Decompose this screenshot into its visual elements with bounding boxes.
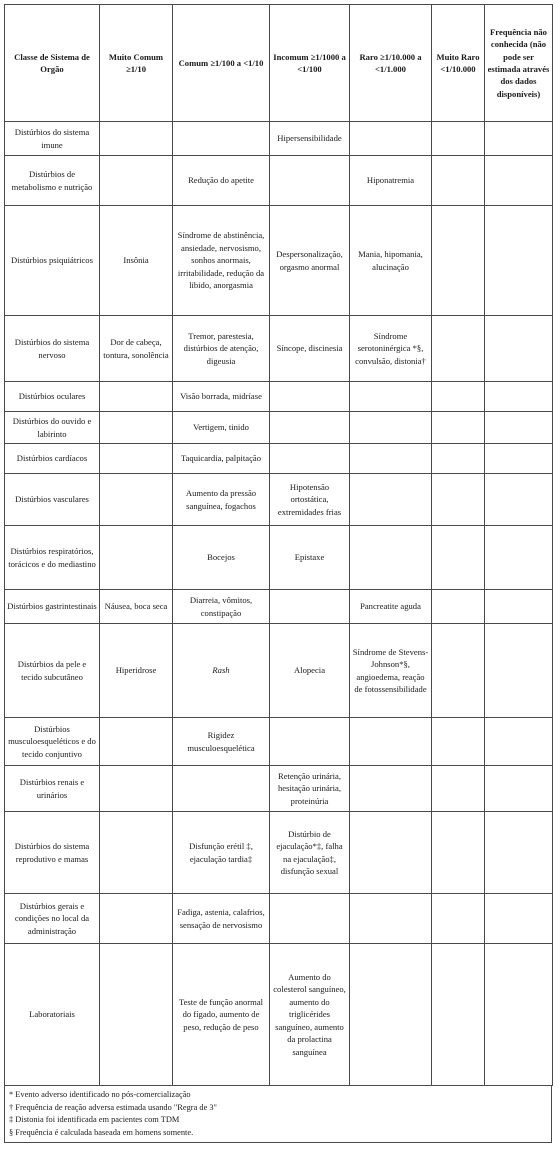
system-organ-class-cell: Distúrbios de metabolismo e nutrição bbox=[5, 156, 100, 206]
table-cell bbox=[485, 718, 553, 766]
header-rare: Raro ≥1/10.000 a <1/1.000 bbox=[350, 5, 432, 122]
table-cell bbox=[100, 382, 173, 412]
table-cell bbox=[432, 718, 485, 766]
system-organ-class-cell: Distúrbios gerais e condições no local da administração bbox=[5, 894, 100, 944]
table-cell bbox=[485, 624, 553, 718]
table-row bbox=[5, 156, 553, 206]
table-cell bbox=[100, 944, 173, 1086]
table-cell: Taquicardia, palpitação bbox=[173, 444, 270, 474]
table-cell bbox=[350, 382, 432, 412]
table-row bbox=[5, 894, 553, 944]
table-cell: Hiperidrose bbox=[100, 624, 173, 718]
table-cell: Visão borrada, midríase bbox=[173, 382, 270, 412]
table-cell: Redução do apetite bbox=[173, 156, 270, 206]
table-body bbox=[5, 122, 553, 1086]
table-row bbox=[5, 382, 553, 412]
table-cell bbox=[100, 412, 173, 444]
system-organ-class-cell: Laboratoriais bbox=[5, 944, 100, 1086]
table-cell bbox=[100, 766, 173, 812]
table-cell: Síncope, discinesia bbox=[270, 316, 350, 382]
table-cell bbox=[485, 526, 553, 590]
system-organ-class-cell: Distúrbios do sistema imune bbox=[5, 122, 100, 156]
table-cell: Insônia bbox=[100, 206, 173, 316]
table-cell: Despersonalização, orgasmo anormal bbox=[270, 206, 350, 316]
table-cell bbox=[485, 894, 553, 944]
table-row bbox=[5, 590, 553, 624]
table-cell bbox=[485, 382, 553, 412]
table-cell bbox=[270, 156, 350, 206]
system-organ-class-cell: Distúrbios vasculares bbox=[5, 474, 100, 526]
table-cell: Rash bbox=[173, 624, 270, 718]
table-row bbox=[5, 718, 553, 766]
table-cell bbox=[485, 444, 553, 474]
table-row bbox=[5, 526, 553, 590]
table-row bbox=[5, 206, 553, 316]
table-cell: Alopecia bbox=[270, 624, 350, 718]
table-cell bbox=[100, 156, 173, 206]
table-cell: Tremor, parestesia, distúrbios de atenção, digeusia bbox=[173, 316, 270, 382]
header-very-rare: Muito Raro <1/10.000 bbox=[432, 5, 485, 122]
table-row bbox=[5, 122, 553, 156]
table-cell bbox=[485, 474, 553, 526]
table-cell bbox=[100, 812, 173, 894]
system-organ-class-cell: Distúrbios do ouvido e labirinto bbox=[5, 412, 100, 444]
table-cell: Teste de função anormal do fígado, aumento de peso, redução de peso bbox=[173, 944, 270, 1086]
footnote: * Evento adverso identificado no pós-comercialização bbox=[9, 1090, 191, 1099]
table-cell bbox=[432, 944, 485, 1086]
table-cell: Síndrome serotoninérgica *§, convulsão, distonia† bbox=[350, 316, 432, 382]
system-organ-class-cell: Distúrbios do sistema reprodutivo e mamas bbox=[5, 812, 100, 894]
table-cell bbox=[350, 412, 432, 444]
table-row bbox=[5, 444, 553, 474]
table-cell bbox=[432, 894, 485, 944]
table-cell bbox=[100, 894, 173, 944]
table-cell: Distúrbio de ejaculação*‡, falha na ejaculação‡, disfunção sexual bbox=[270, 812, 350, 894]
table-cell bbox=[100, 474, 173, 526]
table-cell bbox=[270, 718, 350, 766]
table-cell bbox=[270, 382, 350, 412]
table-cell bbox=[432, 206, 485, 316]
header-frequency-unknown: Frequência não conhecida (não pode ser estimada através dos dados disponíveis) bbox=[485, 5, 553, 122]
header-common: Comum ≥1/100 a <1/10 bbox=[173, 5, 270, 122]
header-very-common: Muito Comum ≥1/10 bbox=[100, 5, 173, 122]
system-organ-class-cell: Distúrbios do sistema nervoso bbox=[5, 316, 100, 382]
table-row bbox=[5, 316, 553, 382]
table-cell bbox=[485, 206, 553, 316]
table-cell: Hipersensibilidade bbox=[270, 122, 350, 156]
header-uncommon: Incomum ≥1/1000 a <1/100 bbox=[270, 5, 350, 122]
table-cell: Vertigem, tinido bbox=[173, 412, 270, 444]
table-cell bbox=[432, 766, 485, 812]
table-cell bbox=[100, 718, 173, 766]
system-organ-class-cell: Distúrbios psiquiátricos bbox=[5, 206, 100, 316]
table-row bbox=[5, 412, 553, 444]
adverse-reactions-page bbox=[4, 4, 560, 1143]
table-cell bbox=[350, 812, 432, 894]
table-cell: Disfunção erétil ‡, ejaculação tardia‡ bbox=[173, 812, 270, 894]
table-cell bbox=[173, 766, 270, 812]
footnote: § Frequência é calculada baseada em homens somente. bbox=[9, 1127, 194, 1137]
table-row bbox=[5, 812, 553, 894]
table-cell bbox=[432, 382, 485, 412]
system-organ-class-cell: Distúrbios cardíacos bbox=[5, 444, 100, 474]
table-cell bbox=[432, 590, 485, 624]
table-cell: Pancreatite aguda bbox=[350, 590, 432, 624]
table-cell bbox=[432, 812, 485, 894]
table-cell bbox=[350, 766, 432, 812]
table-cell: Aumento da pressão sanguínea, fogachos bbox=[173, 474, 270, 526]
table-cell bbox=[270, 590, 350, 624]
table-cell: Bocejos bbox=[173, 526, 270, 590]
table-cell: Dor de cabeça, tontura, sonolência bbox=[100, 316, 173, 382]
table-cell bbox=[485, 944, 553, 1086]
table-row bbox=[5, 474, 553, 526]
table-cell bbox=[350, 122, 432, 156]
table-cell: Síndrome de abstinência, ansiedade, nervosismo, sonhos anormais, irritabilidade, redução da libido, anorgasmia bbox=[173, 206, 270, 316]
table-cell bbox=[350, 444, 432, 474]
system-organ-class-cell: Distúrbios da pele e tecido subcutâneo bbox=[5, 624, 100, 718]
system-organ-class-cell: Distúrbios renais e urinários bbox=[5, 766, 100, 812]
table-cell bbox=[100, 122, 173, 156]
table-cell bbox=[432, 474, 485, 526]
table-cell: Rigidez musculoesquelética bbox=[173, 718, 270, 766]
footnote: ‡ Distonia foi identificada em pacientes com TDM bbox=[9, 1115, 180, 1125]
table-cell bbox=[350, 474, 432, 526]
table-cell: Fadiga, astenia, calafrios, sensação de nervosismo bbox=[173, 894, 270, 944]
table-cell bbox=[432, 412, 485, 444]
footnotes bbox=[4, 1086, 552, 1143]
table-cell bbox=[100, 526, 173, 590]
table-cell bbox=[350, 894, 432, 944]
system-organ-class-cell: Distúrbios gastrintestinais bbox=[5, 590, 100, 624]
footnote: † Frequência de reação adversa estimada usando "Regra de 3" bbox=[9, 1102, 217, 1112]
table-cell: Epistaxe bbox=[270, 526, 350, 590]
table-cell bbox=[485, 812, 553, 894]
table-cell bbox=[100, 444, 173, 474]
system-organ-class-cell: Distúrbios oculares bbox=[5, 382, 100, 412]
table-cell bbox=[350, 526, 432, 590]
adverse-reactions-table bbox=[4, 4, 553, 1086]
table-cell bbox=[432, 316, 485, 382]
table-cell bbox=[432, 526, 485, 590]
table-cell bbox=[432, 156, 485, 206]
table-cell: Hiponatremia bbox=[350, 156, 432, 206]
table-cell: Síndrome de Stevens-Johnson*§, angioedema, reação de fotossensibilidade bbox=[350, 624, 432, 718]
header-system-organ-class: Classe de Sistema de Orgão bbox=[5, 5, 100, 122]
table-row bbox=[5, 944, 553, 1086]
table-header-row bbox=[5, 5, 553, 122]
table-cell bbox=[432, 444, 485, 474]
table-cell bbox=[350, 718, 432, 766]
table-cell: Náusea, boca seca bbox=[100, 590, 173, 624]
table-cell bbox=[350, 944, 432, 1086]
table-cell: Hipotensão ortostática, extremidades frias bbox=[270, 474, 350, 526]
table-cell: Aumento do colesterol sanguíneo, aumento do triglicérides sanguíneo, aumento da prolactina sanguínea bbox=[270, 944, 350, 1086]
table-cell bbox=[270, 894, 350, 944]
table-cell bbox=[432, 624, 485, 718]
table-cell bbox=[485, 156, 553, 206]
table-cell bbox=[270, 412, 350, 444]
table-cell bbox=[173, 122, 270, 156]
table-cell bbox=[485, 590, 553, 624]
table-cell: Diarreia, vômitos, constipação bbox=[173, 590, 270, 624]
table-cell: Mania, hipomania, alucinação bbox=[350, 206, 432, 316]
table-cell bbox=[270, 444, 350, 474]
table-cell bbox=[485, 766, 553, 812]
table-cell bbox=[485, 316, 553, 382]
table-cell bbox=[485, 122, 553, 156]
table-row bbox=[5, 624, 553, 718]
table-row bbox=[5, 766, 553, 812]
table-cell bbox=[432, 122, 485, 156]
table-cell bbox=[485, 412, 553, 444]
system-organ-class-cell: Distúrbios musculoesqueléticos e do tecido conjuntivo bbox=[5, 718, 100, 766]
table-cell: Retenção urinária, hesitação urinária, proteinúria bbox=[270, 766, 350, 812]
system-organ-class-cell: Distúrbios respiratórios, torácicos e do mediastino bbox=[5, 526, 100, 590]
